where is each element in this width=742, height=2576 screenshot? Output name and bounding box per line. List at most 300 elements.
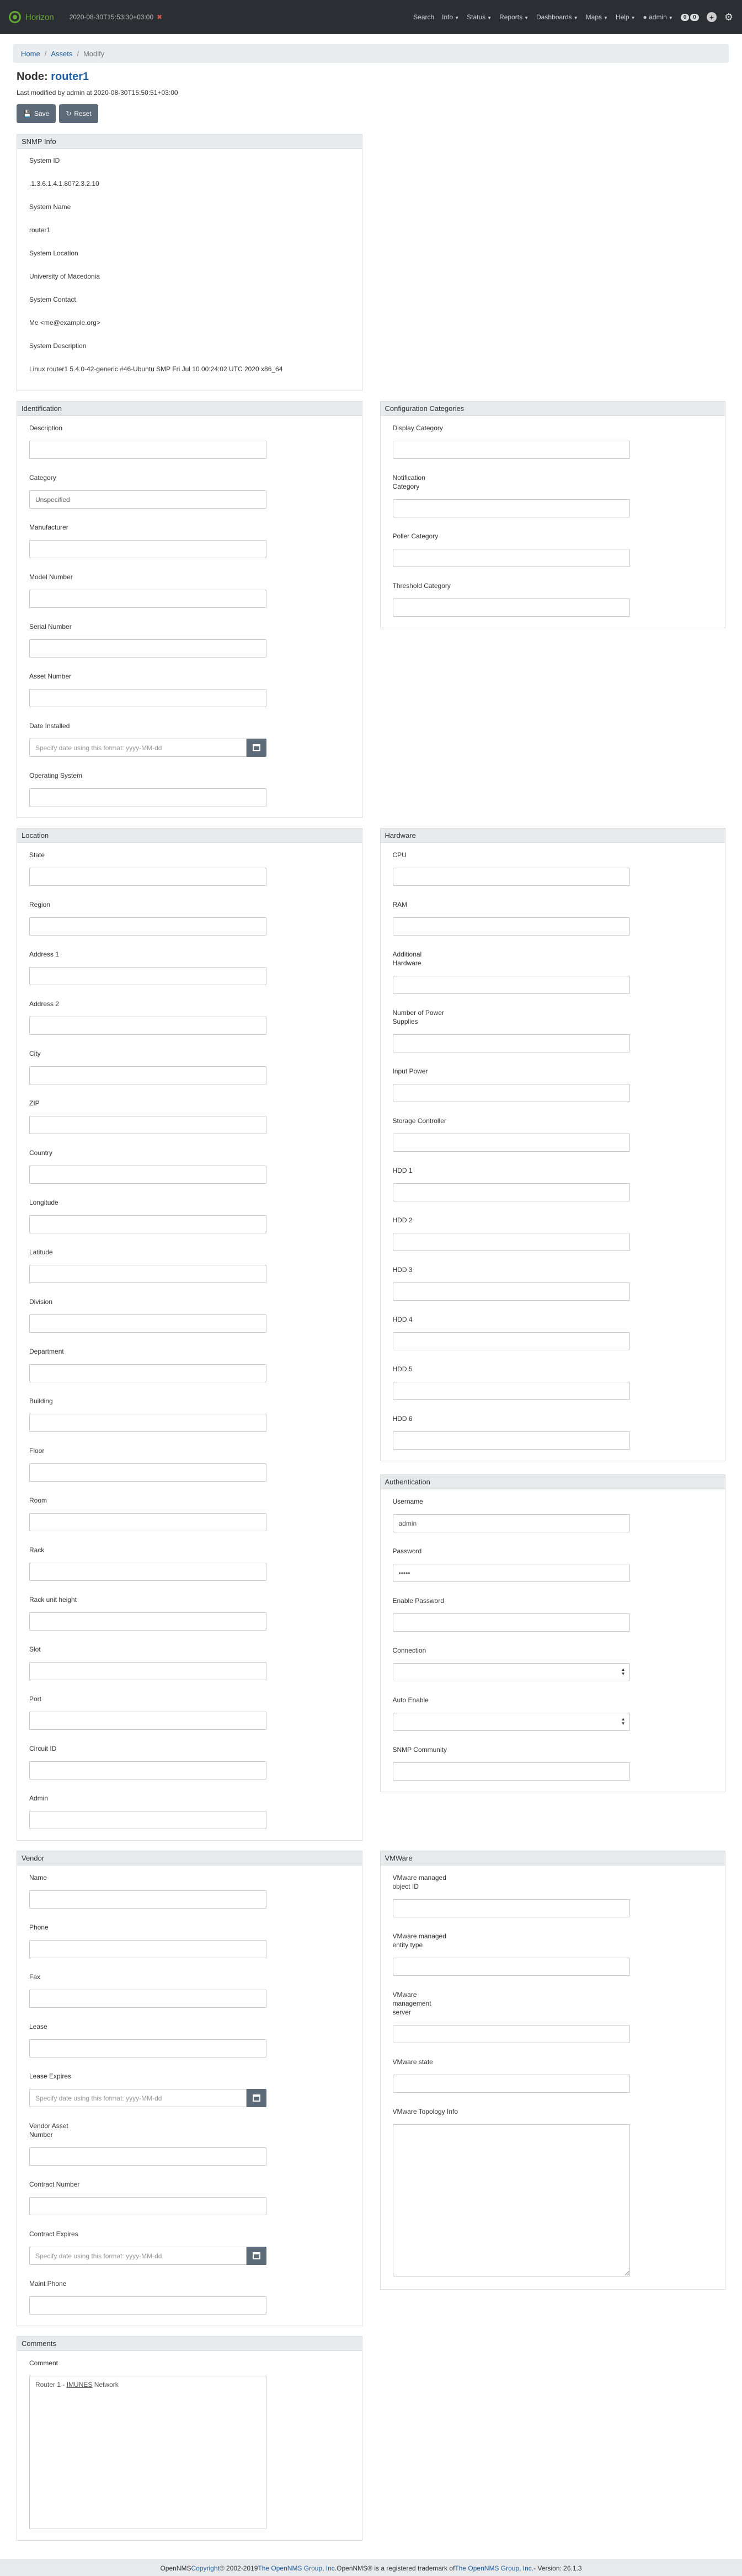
slot-input[interactable] xyxy=(29,1662,266,1680)
asset-number-field xyxy=(29,672,350,707)
vmware-state-field xyxy=(393,2057,713,2093)
comment-field xyxy=(29,2359,350,2529)
save-icon: 💾 xyxy=(23,110,31,117)
address1-input[interactable] xyxy=(29,967,266,985)
vmware-entity-type-field xyxy=(393,1932,713,1976)
user-icon: ● xyxy=(643,13,647,21)
field-label: Division xyxy=(29,1298,53,1306)
storage-controller-input[interactable] xyxy=(393,1134,630,1152)
field-label: Slot xyxy=(29,1645,41,1653)
field-label: Fax xyxy=(29,1973,41,1981)
room-input[interactable] xyxy=(29,1513,266,1531)
info-label: System Location xyxy=(29,249,78,257)
nav-status[interactable] xyxy=(467,13,492,21)
field-label: Poller Category xyxy=(392,532,439,540)
input-power-input[interactable] xyxy=(393,1084,630,1102)
field-label: VMware state xyxy=(392,2058,433,2066)
hdd1-input[interactable] xyxy=(393,1183,630,1201)
add-icon[interactable]: + xyxy=(707,12,717,22)
field-label: VMware managed entity type xyxy=(392,1932,446,1949)
panel-heading: Authentication xyxy=(381,1475,725,1489)
field-label: Country xyxy=(29,1149,53,1157)
info-value: .1.3.6.1.4.1.8072.3.2.10 xyxy=(29,180,99,188)
field-label: Comment xyxy=(29,2359,58,2367)
date-picker-button[interactable] xyxy=(247,739,266,757)
field-label: Room xyxy=(29,1497,47,1504)
reset-label: Reset xyxy=(74,110,92,117)
country-field xyxy=(29,1148,350,1184)
identification-panel xyxy=(17,401,362,818)
lease-expires-field xyxy=(29,2072,350,2107)
field-label: Threshold Category xyxy=(392,582,451,590)
vendor-asset-number-field xyxy=(29,2121,350,2166)
field-label: Enable Password xyxy=(392,1597,444,1605)
field-label: HDD 6 xyxy=(392,1415,413,1423)
field-label: Date Installed xyxy=(29,722,70,730)
cpu-input[interactable] xyxy=(393,868,630,886)
caret-down-icon: ▼ xyxy=(631,15,636,20)
nav-reports[interactable] xyxy=(499,13,529,21)
vmware-management-server-field xyxy=(393,1990,713,2043)
floor-field xyxy=(29,1446,350,1482)
latitude-input[interactable] xyxy=(29,1265,266,1283)
port-field xyxy=(29,1695,350,1730)
date-picker-button[interactable] xyxy=(247,2089,266,2107)
panel-heading: Location xyxy=(17,829,362,843)
brand[interactable] xyxy=(9,11,70,23)
field-label: Port xyxy=(29,1695,42,1703)
field-label: Admin xyxy=(29,1794,49,1802)
hdd2-field xyxy=(393,1216,713,1251)
notification-category-field xyxy=(393,473,713,517)
nav-user-label: admin xyxy=(649,13,667,21)
info-value: Linux router1 5.4.0-42-generic #46-Ubuntu SMP Fri Jul 10 00:24:02 UTC 2020 x86_64 xyxy=(29,365,283,373)
power-supplies-input[interactable] xyxy=(393,1034,630,1052)
info-label: System ID xyxy=(29,157,60,164)
contract-expires-input[interactable] xyxy=(29,2247,247,2265)
snmp-system-id xyxy=(29,157,350,189)
panel-heading: VMWare xyxy=(381,1851,725,1866)
comment-text: Network xyxy=(92,2381,119,2388)
field-label: Auto Enable xyxy=(392,1696,429,1704)
zip-input[interactable] xyxy=(29,1116,266,1134)
panel-heading: Vendor xyxy=(17,1851,362,1866)
snmp-info-body xyxy=(17,149,362,391)
field-label: Floor xyxy=(29,1447,45,1455)
username-input[interactable] xyxy=(393,1514,630,1532)
field-label: HDD 2 xyxy=(392,1216,413,1224)
vmware-state-input[interactable] xyxy=(393,2075,630,2093)
model-number-input[interactable] xyxy=(29,590,266,608)
field-label: Longitude xyxy=(29,1199,58,1206)
field-label: Address 2 xyxy=(29,1000,60,1008)
configuration-categories-panel xyxy=(380,401,726,628)
operating-system-field xyxy=(29,771,350,806)
calendar-icon xyxy=(253,744,260,751)
brand-name: Horizon xyxy=(25,12,54,22)
contract-number-input[interactable] xyxy=(29,2197,266,2215)
field-label: Phone xyxy=(29,1923,49,1931)
model-number-field xyxy=(29,573,350,608)
field-label: Region xyxy=(29,901,51,908)
nav-maps[interactable] xyxy=(586,13,608,21)
vmware-management-server-input[interactable] xyxy=(393,2025,630,2043)
nav-search[interactable]: Search xyxy=(413,13,435,21)
vmware-entity-type-input[interactable] xyxy=(393,1958,630,1976)
footer xyxy=(0,2559,742,2576)
vmware-panel xyxy=(380,1851,726,2290)
region-field xyxy=(29,900,350,936)
contract-number-field xyxy=(29,2180,350,2215)
port-input[interactable] xyxy=(29,1712,266,1730)
address2-field xyxy=(29,1000,350,1035)
city-input[interactable] xyxy=(29,1066,266,1084)
footer-opennms-group-link[interactable]: The OpenNMS Group, Inc. xyxy=(258,2564,337,2572)
warning-icon: ✖ xyxy=(157,13,163,21)
longitude-field xyxy=(29,1198,350,1233)
room-field xyxy=(29,1496,350,1531)
snmp-system-location xyxy=(29,249,350,281)
field-label: Department xyxy=(29,1348,64,1355)
rack-unit-height-field xyxy=(29,1595,350,1631)
hdd6-input[interactable] xyxy=(393,1431,630,1450)
vendor-panel xyxy=(17,1851,362,2326)
nav-help-label: Help xyxy=(615,13,629,21)
lease-input[interactable] xyxy=(29,2039,266,2057)
field-label: Rack unit height xyxy=(29,1596,77,1604)
notification-badge-team: 0 xyxy=(690,14,699,21)
hdd5-input[interactable] xyxy=(393,1382,630,1400)
serial-number-input[interactable] xyxy=(29,639,266,658)
comment-text-underlined: IMUNES xyxy=(66,2381,93,2388)
department-input[interactable] xyxy=(29,1364,266,1382)
field-label: Contract Number xyxy=(29,2180,80,2188)
nav-status-label: Status xyxy=(467,13,486,21)
rack-input[interactable] xyxy=(29,1563,266,1581)
snmp-system-contact xyxy=(29,296,350,328)
country-input[interactable] xyxy=(29,1166,266,1184)
nav-info[interactable] xyxy=(442,13,459,21)
ram-field xyxy=(393,900,713,936)
field-label: Serial Number xyxy=(29,623,72,630)
field-label: Storage Controller xyxy=(392,1117,446,1125)
manufacturer-input[interactable] xyxy=(29,540,266,558)
ram-input[interactable] xyxy=(393,917,630,936)
field-label: Building xyxy=(29,1397,53,1405)
breadcrumb xyxy=(13,44,729,63)
manufacturer-field xyxy=(29,523,350,558)
field-label: RAM xyxy=(392,901,408,908)
snmp-info-panel xyxy=(17,134,362,391)
info-value: router1 xyxy=(29,226,51,234)
hdd5-field xyxy=(393,1365,713,1400)
snmp-community-input[interactable] xyxy=(393,1762,630,1781)
poller-category-input[interactable] xyxy=(393,549,630,567)
floor-input[interactable] xyxy=(29,1463,266,1482)
connection-field xyxy=(393,1646,713,1681)
nav-dashboards-label: Dashboards xyxy=(536,13,572,21)
field-label: SNMP Community xyxy=(392,1746,447,1754)
asset-number-input[interactable] xyxy=(29,689,266,707)
building-field xyxy=(29,1397,350,1432)
admin-input[interactable] xyxy=(29,1811,266,1829)
field-label: Password xyxy=(392,1547,422,1555)
maint-phone-input[interactable] xyxy=(29,2296,266,2315)
opennms-logo-icon xyxy=(9,11,21,23)
city-field xyxy=(29,1049,350,1084)
field-label: Manufacturer xyxy=(29,523,68,531)
additional-hardware-field xyxy=(393,950,713,994)
connection-select[interactable] xyxy=(393,1663,630,1681)
caret-down-icon: ▼ xyxy=(604,15,608,20)
notification-badge-user: 0 xyxy=(681,14,690,21)
footer-text: OpenNMS® is a registered trademark of xyxy=(337,2564,455,2572)
threshold-category-input[interactable] xyxy=(393,598,630,617)
breadcrumb-assets[interactable]: Assets xyxy=(51,49,73,58)
hdd1-field xyxy=(393,1166,713,1201)
reset-button[interactable] xyxy=(59,104,98,123)
field-label: Contract Expires xyxy=(29,2230,78,2238)
vendor-name-input[interactable] xyxy=(29,1890,266,1909)
vendor-phone-input[interactable] xyxy=(29,1940,266,1958)
footer-copyright-link[interactable]: Copyright xyxy=(191,2564,220,2572)
snmp-system-description xyxy=(29,342,350,374)
poller-category-field xyxy=(393,532,713,567)
vendor-asset-number-input[interactable] xyxy=(29,2147,266,2166)
department-field xyxy=(29,1347,350,1382)
field-label: Display Category xyxy=(392,424,443,432)
field-label: Input Power xyxy=(392,1067,428,1075)
storage-controller-field xyxy=(393,1116,713,1152)
hdd4-field xyxy=(393,1315,713,1350)
contract-expires-field xyxy=(29,2230,350,2265)
division-field xyxy=(29,1297,350,1333)
breadcrumb-home[interactable]: Home xyxy=(21,49,40,58)
footer-version: - Version: 26.1.3 xyxy=(533,2564,582,2572)
field-label: VMware managed object ID xyxy=(392,1874,446,1890)
admin-field xyxy=(29,1794,350,1829)
field-label: Vendor Asset Number xyxy=(29,2122,68,2139)
field-label: Latitude xyxy=(29,1248,53,1256)
field-label: State xyxy=(29,851,45,859)
nav-info-label: Info xyxy=(442,13,453,21)
auto-enable-field xyxy=(393,1696,713,1731)
field-label: VMware management server xyxy=(392,1991,431,2016)
caret-down-icon: ▼ xyxy=(487,15,492,20)
description-field xyxy=(29,424,350,459)
info-label: System Contact xyxy=(29,296,76,303)
field-label: Lease Expires xyxy=(29,2072,72,2080)
address2-input[interactable] xyxy=(29,1017,266,1035)
cpu-field xyxy=(393,851,713,886)
field-label: Description xyxy=(29,424,63,432)
vendor-fax-field xyxy=(29,1973,350,2008)
action-buttons xyxy=(17,104,725,123)
date-picker-button[interactable] xyxy=(247,2247,266,2265)
slot-field xyxy=(29,1645,350,1680)
category-input[interactable] xyxy=(29,490,266,509)
refresh-icon: ↻ xyxy=(66,110,72,117)
threshold-category-field xyxy=(393,581,713,617)
additional-hardware-input[interactable] xyxy=(393,976,630,994)
panel-heading: Hardware xyxy=(381,829,725,843)
caret-down-icon: ▼ xyxy=(573,15,578,20)
username-field xyxy=(393,1497,713,1532)
field-label: City xyxy=(29,1050,41,1057)
info-label: System Name xyxy=(29,203,71,211)
nav-maps-label: Maps xyxy=(585,13,602,21)
caret-down-icon: ▼ xyxy=(455,15,460,20)
field-label: Lease xyxy=(29,2023,47,2030)
description-input[interactable] xyxy=(29,441,266,459)
category-field xyxy=(29,473,350,509)
caret-down-icon: ▼ xyxy=(524,15,529,20)
vmware-topology-info-textarea[interactable] xyxy=(393,2124,630,2276)
nav-user[interactable] xyxy=(643,13,673,21)
serial-number-field xyxy=(29,622,350,658)
input-power-field xyxy=(393,1067,713,1102)
longitude-input[interactable] xyxy=(29,1215,266,1233)
authentication-panel xyxy=(380,1474,726,1792)
field-label: Address 1 xyxy=(29,950,60,958)
address1-field xyxy=(29,950,350,985)
lease-expires-input[interactable] xyxy=(29,2089,247,2107)
field-label: Asset Number xyxy=(29,672,72,680)
hdd3-input[interactable] xyxy=(393,1282,630,1301)
calendar-icon xyxy=(253,2252,260,2259)
power-supplies-field xyxy=(393,1008,713,1052)
circuit-id-input[interactable] xyxy=(29,1761,266,1779)
vmware-object-id-input[interactable] xyxy=(393,1899,630,1917)
panel-heading: SNMP Info xyxy=(17,135,362,149)
breadcrumb-separator: / xyxy=(44,49,47,58)
vmware-topology-info-field xyxy=(393,2107,713,2278)
field-label: Circuit ID xyxy=(29,1745,57,1752)
notification-badges[interactable] xyxy=(681,14,699,21)
field-label: Operating System xyxy=(29,772,83,779)
nav-dashboards[interactable] xyxy=(536,13,578,21)
state-input[interactable] xyxy=(29,868,266,886)
select-arrows-icon: ▲ ▼ xyxy=(621,1717,626,1726)
field-label: HDD 4 xyxy=(392,1316,413,1323)
region-input[interactable] xyxy=(29,917,266,936)
snmp-system-name xyxy=(29,203,350,235)
field-label: Category xyxy=(29,474,56,482)
calendar-icon xyxy=(253,2094,260,2102)
footer-opennms-group-link-2[interactable]: The OpenNMS Group, Inc. xyxy=(455,2564,534,2572)
server-time: 2020-08-30T15:53:30+03:00 xyxy=(69,13,154,21)
vendor-phone-field xyxy=(29,1923,350,1958)
maint-phone-field xyxy=(29,2279,350,2315)
field-label: Username xyxy=(392,1498,423,1505)
comment-textarea[interactable] xyxy=(29,2376,266,2529)
lease-field xyxy=(29,2022,350,2057)
hdd3-field xyxy=(393,1265,713,1301)
info-label: System Description xyxy=(29,342,87,350)
field-label: HDD 1 xyxy=(392,1167,413,1174)
field-label: Notification Category xyxy=(392,474,425,490)
location-panel xyxy=(17,828,362,1841)
display-category-field xyxy=(393,424,713,459)
field-label: Additional Hardware xyxy=(392,950,422,967)
panel-heading: Comments xyxy=(17,2337,362,2351)
field-label: Number of Power Supplies xyxy=(392,1009,444,1025)
panel-heading: Identification xyxy=(17,402,362,416)
info-value: University of Macedonia xyxy=(29,272,100,280)
comments-panel xyxy=(17,2336,362,2541)
auto-enable-select[interactable] xyxy=(393,1713,630,1731)
select-arrows-icon: ▲ ▼ xyxy=(621,1667,626,1676)
page-title-prefix: Node: xyxy=(17,71,48,83)
vendor-name-field xyxy=(29,1873,350,1909)
gear-icon[interactable]: ⚙ xyxy=(724,11,733,23)
hdd2-input[interactable] xyxy=(393,1233,630,1251)
caret-down-icon: ▼ xyxy=(668,15,673,20)
enable-password-input[interactable] xyxy=(393,1613,630,1632)
field-label: CPU xyxy=(392,851,407,859)
field-label: Model Number xyxy=(29,573,73,581)
page-title xyxy=(17,71,725,83)
enable-password-field xyxy=(393,1596,713,1632)
rack-field xyxy=(29,1546,350,1581)
field-label: Connection xyxy=(392,1647,426,1654)
top-navbar xyxy=(0,0,742,34)
notification-category-input[interactable] xyxy=(393,499,630,517)
password-input[interactable] xyxy=(393,1564,630,1582)
snmp-community-field xyxy=(393,1745,713,1781)
vendor-fax-input[interactable] xyxy=(29,1990,266,2008)
operating-system-input[interactable] xyxy=(29,788,266,806)
zip-field xyxy=(29,1099,350,1134)
hdd4-input[interactable] xyxy=(393,1332,630,1350)
node-link[interactable]: router1 xyxy=(51,71,89,83)
info-value: Me <me@example.org> xyxy=(29,319,100,327)
panel-heading: Configuration Categories xyxy=(381,402,725,416)
last-modified-text: Last modified by admin at 2020-08-30T15:50:51+03:00 xyxy=(17,89,178,97)
breadcrumb-current: Modify xyxy=(83,49,105,58)
field-label: HDD 3 xyxy=(392,1266,413,1274)
state-field xyxy=(29,851,350,886)
division-input[interactable] xyxy=(29,1314,266,1333)
date-installed-field xyxy=(29,722,350,757)
comment-text: Router 1 - xyxy=(35,2381,67,2388)
latitude-field xyxy=(29,1248,350,1283)
nav-help[interactable] xyxy=(616,13,636,21)
breadcrumb-separator: / xyxy=(77,49,79,58)
field-label: Maint Phone xyxy=(29,2280,67,2288)
vmware-object-id-field xyxy=(393,1873,713,1917)
footer-text: OpenNMS xyxy=(160,2564,191,2572)
field-label: Name xyxy=(29,1874,47,1882)
password-field xyxy=(393,1547,713,1582)
field-label: Rack xyxy=(29,1546,45,1554)
footer-text: © 2002-2019 xyxy=(219,2564,258,2572)
date-installed-input[interactable] xyxy=(29,739,247,757)
hardware-panel xyxy=(380,828,726,1461)
field-label: VMware Topology Info xyxy=(392,2108,458,2115)
hdd6-field xyxy=(393,1414,713,1450)
field-label: HDD 5 xyxy=(392,1365,413,1373)
building-input[interactable] xyxy=(29,1414,266,1432)
save-label: Save xyxy=(34,110,50,117)
rack-unit-height-input[interactable] xyxy=(29,1612,266,1631)
nav-menu xyxy=(413,12,733,23)
circuit-id-field xyxy=(29,1744,350,1779)
save-button[interactable] xyxy=(17,104,56,123)
field-label: ZIP xyxy=(29,1099,40,1107)
nav-reports-label: Reports xyxy=(499,13,523,21)
display-category-input[interactable] xyxy=(393,441,630,459)
